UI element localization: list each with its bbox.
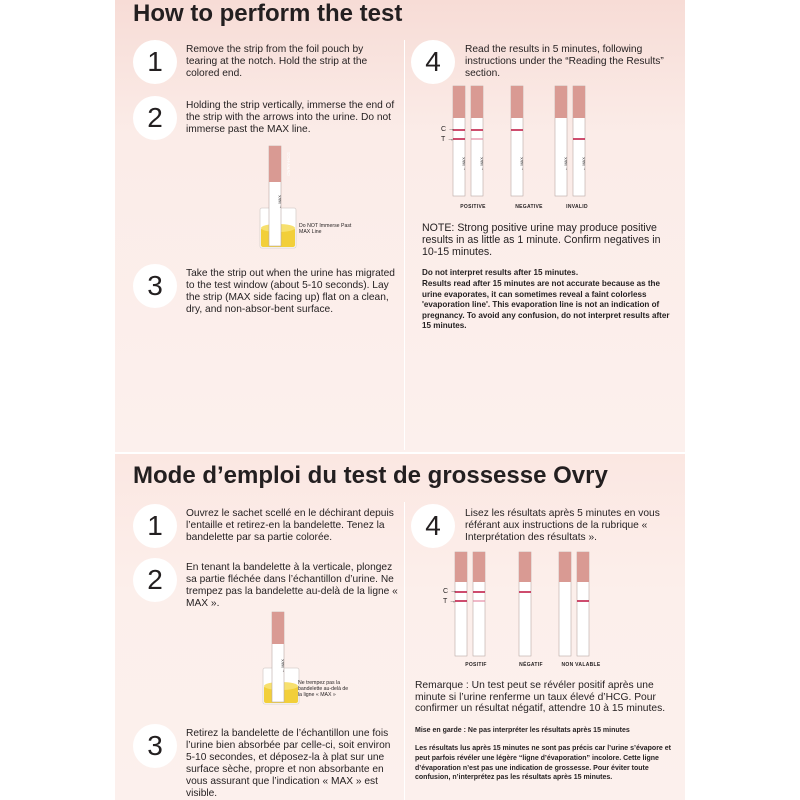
page-title: How to perform the test	[133, 0, 403, 27]
svg-text:← MAX: ← MAX	[563, 157, 568, 171]
column-divider-fr	[404, 502, 405, 800]
invalid-strip-1	[555, 86, 567, 196]
step-2-text-fr: En tenant la bandelette à la verticale, plongez sa partie fléchée dans l’échantillon d’urine. Ne trempez pas la bandelette au-delà de la ligne « MAX ».	[186, 562, 398, 609]
step-2-text: Holding the strip vertically, immerse the end of the strip with the arrows into the urine. Do not immerse past the MAX line.	[186, 100, 395, 135]
step-4-number-fr: 4	[411, 504, 455, 548]
english-instructions-panel	[115, 0, 685, 452]
step-4-number: 4	[411, 40, 455, 84]
immerse-warning-label: Do NOT Immerse Past MAX Line	[299, 223, 352, 235]
warning-body-fr: Les résultats lus après 15 minutes ne sont pas précis car l’urine s’évapore et peut parfois révéler une légère “ligne d’évaporation” incolore. Cette ligne d’évaporation n’est pas une indication de grossesse. Pour éviter toute confusion, n’interprétez pas les résultats après 15 minutes.	[415, 745, 671, 782]
positive-label: POSITIVE	[460, 204, 486, 210]
svg-text:← MAX: ← MAX	[277, 195, 282, 209]
svg-text:OVRY-HCG: OVRY-HCG	[286, 152, 291, 176]
negative-label-fr: NÉGATIF	[519, 662, 543, 668]
svg-text:← MAX: ← MAX	[461, 157, 466, 171]
warning-body: Results read after 15 minutes are not accurate because as the urine evaporates, it can sometimes reveal a faint colorless 'evaporation line'. This evaporation line is not an indication of pregnancy. To avoid any confusion, do not interpret results after 15 minutes.	[422, 279, 670, 330]
step-2-number: 2	[133, 96, 177, 140]
svg-text:← MAX: ← MAX	[280, 659, 285, 673]
step-4-text-fr: Lisez les résultats après 5 minutes en vous référant aux instructions de la rubrique « Interprétation des résultats ».	[465, 508, 660, 543]
step-1-text-fr: Ouvrez le sachet scellé en le déchirant depuis l’entaille et retirez-en la bandelette. Tenez la bandelette par sa partie colorée.	[186, 508, 394, 543]
warning-heading-fr: Mise en garde : Ne pas interpréter les résultats après 15 minutes	[415, 727, 630, 734]
step-2-number-fr: 2	[133, 558, 177, 602]
positive-strip-1	[453, 86, 465, 196]
negative-strip	[511, 86, 523, 196]
control-line-label-fr: C →	[443, 588, 458, 595]
step-1-text: Remove the strip from the foil pouch by tearing at the notch. Hold the strip at the colored end.	[186, 44, 368, 79]
test-line-label-fr: T →	[443, 598, 457, 605]
svg-text:← MAX: ← MAX	[581, 157, 586, 171]
positive-strip-2	[471, 86, 483, 196]
step-3-text-fr: Retirez la bandelette de l’échantillon une fois l’urine bien absorbée par celle-ci, soit environ 5-10 secondes, et déposez-la à plat sur une surface sèche, propre et non absorbante en vous assurant que l’indication « MAX » est visible.	[186, 728, 391, 799]
step-3-number: 3	[133, 264, 177, 308]
warning-heading: Do not interpret results after 15 minutes.	[422, 268, 579, 277]
test-line-label: T →	[441, 136, 455, 143]
note-text: NOTE: Strong positive urine may produce positive results in as little as 1 minute. Confirm negatives in 10-15 minutes.	[422, 222, 661, 258]
step-3-number-fr: 3	[133, 724, 177, 768]
negative-label: NEGATIVE	[515, 204, 543, 210]
step-3-text: Take the strip out when the urine has migrated to the test window (about 5-10 seconds). Lay the strip (MAX side facing up) flat on a clean, dry, and non-absor-bent surface.	[186, 268, 395, 315]
step-4-text: Read the results in 5 minutes, following instructions under the “Reading the Results” section.	[465, 44, 664, 79]
invalid-label: INVALID	[566, 204, 588, 210]
french-instructions-panel	[115, 452, 685, 800]
positive-label-fr: POSITIF	[465, 662, 487, 668]
note-text-fr: Remarque : Un test peut se révéler positif après une minute si l’urine renferme un taux élevé d’HCG. Pour confirmer un résultat négatif, attendre 10 à 15 minutes.	[415, 680, 666, 714]
control-line-label: C →	[441, 126, 456, 133]
step-1-number: 1	[133, 40, 177, 84]
results-strips-illustration-fr	[437, 550, 617, 662]
step-1-number-fr: 1	[133, 504, 177, 548]
invalid-label-fr: NON VALABLE	[561, 662, 601, 668]
page-title-fr: Mode d’emploi du test de grossesse Ovry	[133, 462, 608, 489]
svg-text:← MAX: ← MAX	[479, 157, 484, 171]
immerse-warning-label-fr: Ne trempez pas la bandelette au-delà de la ligne « MAX »	[298, 680, 349, 698]
results-strips-illustration	[437, 84, 617, 214]
column-divider	[404, 40, 405, 450]
invalid-strip-2	[573, 86, 585, 196]
svg-text:← MAX: ← MAX	[519, 157, 524, 171]
